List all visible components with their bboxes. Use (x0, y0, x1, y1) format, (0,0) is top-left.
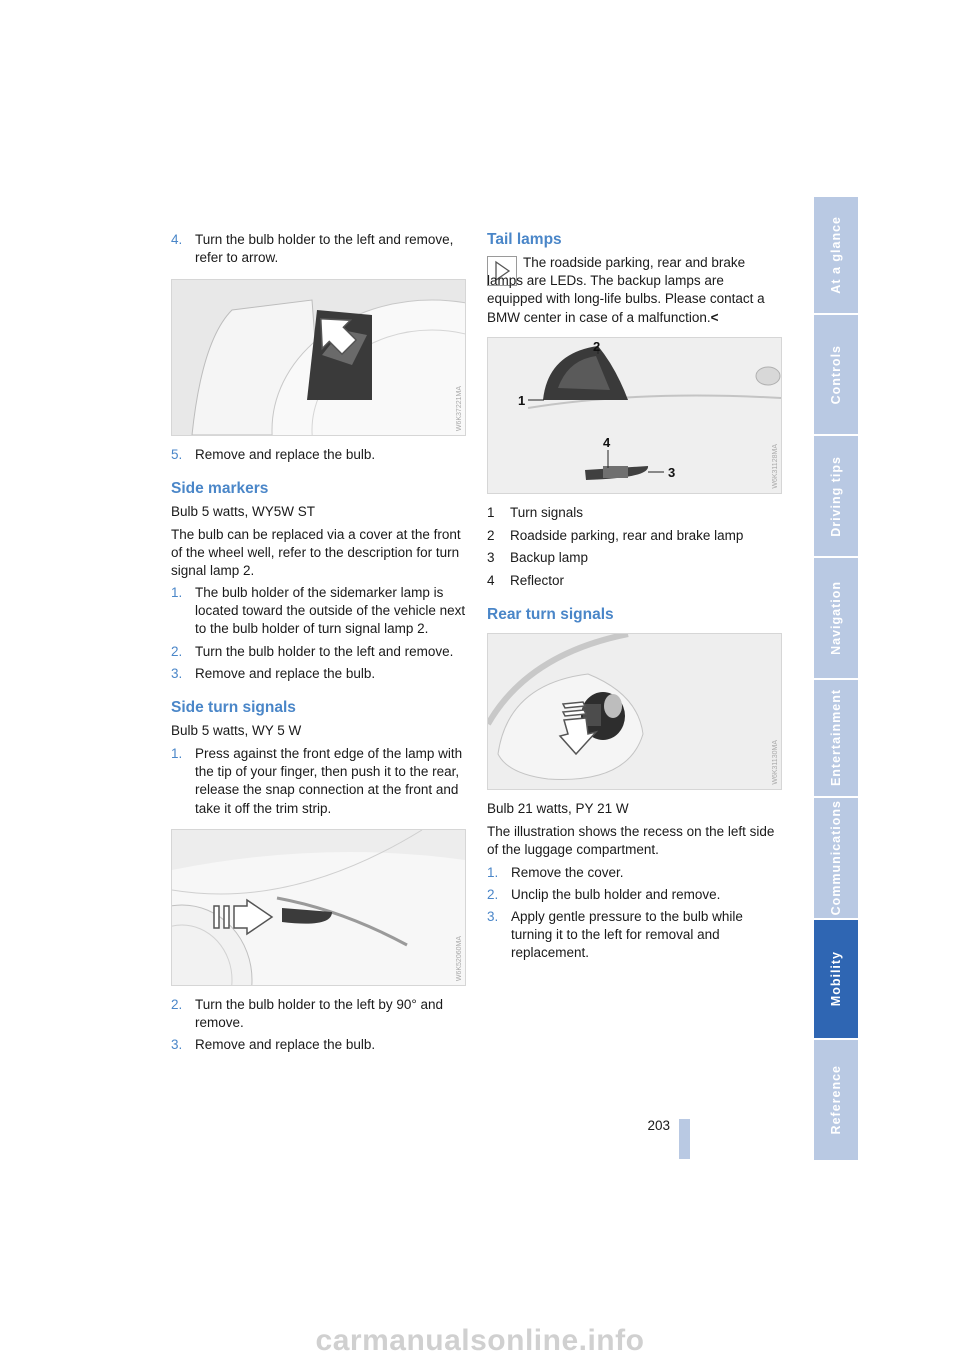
legend-item: 3 Backup lamp (487, 550, 589, 565)
figure-side-turn-signal: W6K52060MA (171, 829, 466, 986)
tab-entertainment[interactable]: Entertainment (814, 680, 858, 798)
heading-side-markers: Side markers (171, 480, 269, 497)
side-markers-step-3: 3. Remove and replace the bulb. (171, 666, 376, 681)
page-number-bar (679, 1119, 690, 1159)
side-turn-step-3: 3. Remove and replace the bulb. (171, 1037, 376, 1052)
heading-rear-turn-signals: Rear turn signals (487, 606, 614, 623)
tail-lamps-note: The roadside parking, rear and brake lamps are LEDs. The backup lamps are equipped with long-life bulbs. Please contact a BMW center in case of a malfunction.< (487, 255, 765, 325)
figure-bulb-holder-wheel-well: W6K37221MA (171, 279, 466, 436)
rear-turn-desc: The illustration shows the recess on the left side of the luggage compartment. (487, 824, 775, 858)
tab-mobility[interactable]: Mobility (814, 920, 858, 1040)
tab-controls[interactable]: Controls (814, 315, 858, 436)
tab-driving-tips[interactable]: Driving tips (814, 436, 858, 558)
legend-item: 4 Reflector (487, 573, 565, 588)
chapter-tabs (814, 197, 858, 1160)
step-5: 5. Remove and replace the bulb. (171, 447, 376, 462)
figure-tail-lamps: 1 2 3 4 W6K31128MA (487, 337, 782, 494)
heading-side-turn-signals: Side turn signals (171, 699, 296, 716)
rear-turn-bulb: Bulb 21 watts, PY 21 W (487, 801, 629, 816)
step-4: 4. Turn the bulb holder to the left and remove, refer to arrow. (171, 232, 454, 266)
side-turn-step-2: 2. Turn the bulb holder to the left by 90° and remove. (171, 997, 444, 1031)
rear-turn-step-3: 3. Apply gentle pressure to the bulb while turning it to the left for removal and replacement. (487, 909, 743, 961)
fig-label-4: 4 (603, 435, 611, 450)
rear-turn-step-2: 2. Unclip the bulb holder and remove. (487, 887, 721, 902)
rear-turn-step-1: 1. Remove the cover. (487, 865, 624, 880)
tab-at-a-glance[interactable]: At a glance (814, 197, 858, 315)
fig-label-1: 1 (518, 393, 526, 408)
side-markers-step-1: 1. The bulb holder of the sidemarker lamp is located toward the outside of the vehicle next to the bulb holder of turn signal lamp 2. (171, 585, 466, 637)
heading-tail-lamps: Tail lamps (487, 231, 562, 248)
tab-reference[interactable]: Reference (814, 1040, 858, 1160)
tab-communications[interactable]: Communications (814, 798, 858, 920)
fig-label-2: 2 (593, 339, 601, 354)
side-markers-step-2: 2. Turn the bulb holder to the left and remove. (171, 644, 454, 659)
figure-rear-turn-signal: W6K31130MA (487, 633, 782, 790)
side-markers-bulb: Bulb 5 watts, WY5W ST (171, 504, 316, 519)
fig-label-3: 3 (668, 465, 676, 480)
tab-navigation[interactable]: Navigation (814, 558, 858, 680)
side-turn-bulb: Bulb 5 watts, WY 5 W (171, 723, 302, 738)
side-turn-step-1: 1. Press against the front edge of the lamp with the tip of your finger, then push it to the rear, release the snap connection at the front and take it off the trim strip. (171, 746, 463, 816)
side-markers-desc: The bulb can be replaced via a cover at the front of the wheel well, refer to the description for turn signal lamp 2. (171, 527, 461, 579)
page-number: 203 (647, 1118, 670, 1133)
legend-item: 1 Turn signals (487, 505, 584, 520)
legend-item: 2 Roadside parking, rear and brake lamp (487, 528, 744, 543)
watermark: carmanualsonline.info (315, 1324, 645, 1357)
